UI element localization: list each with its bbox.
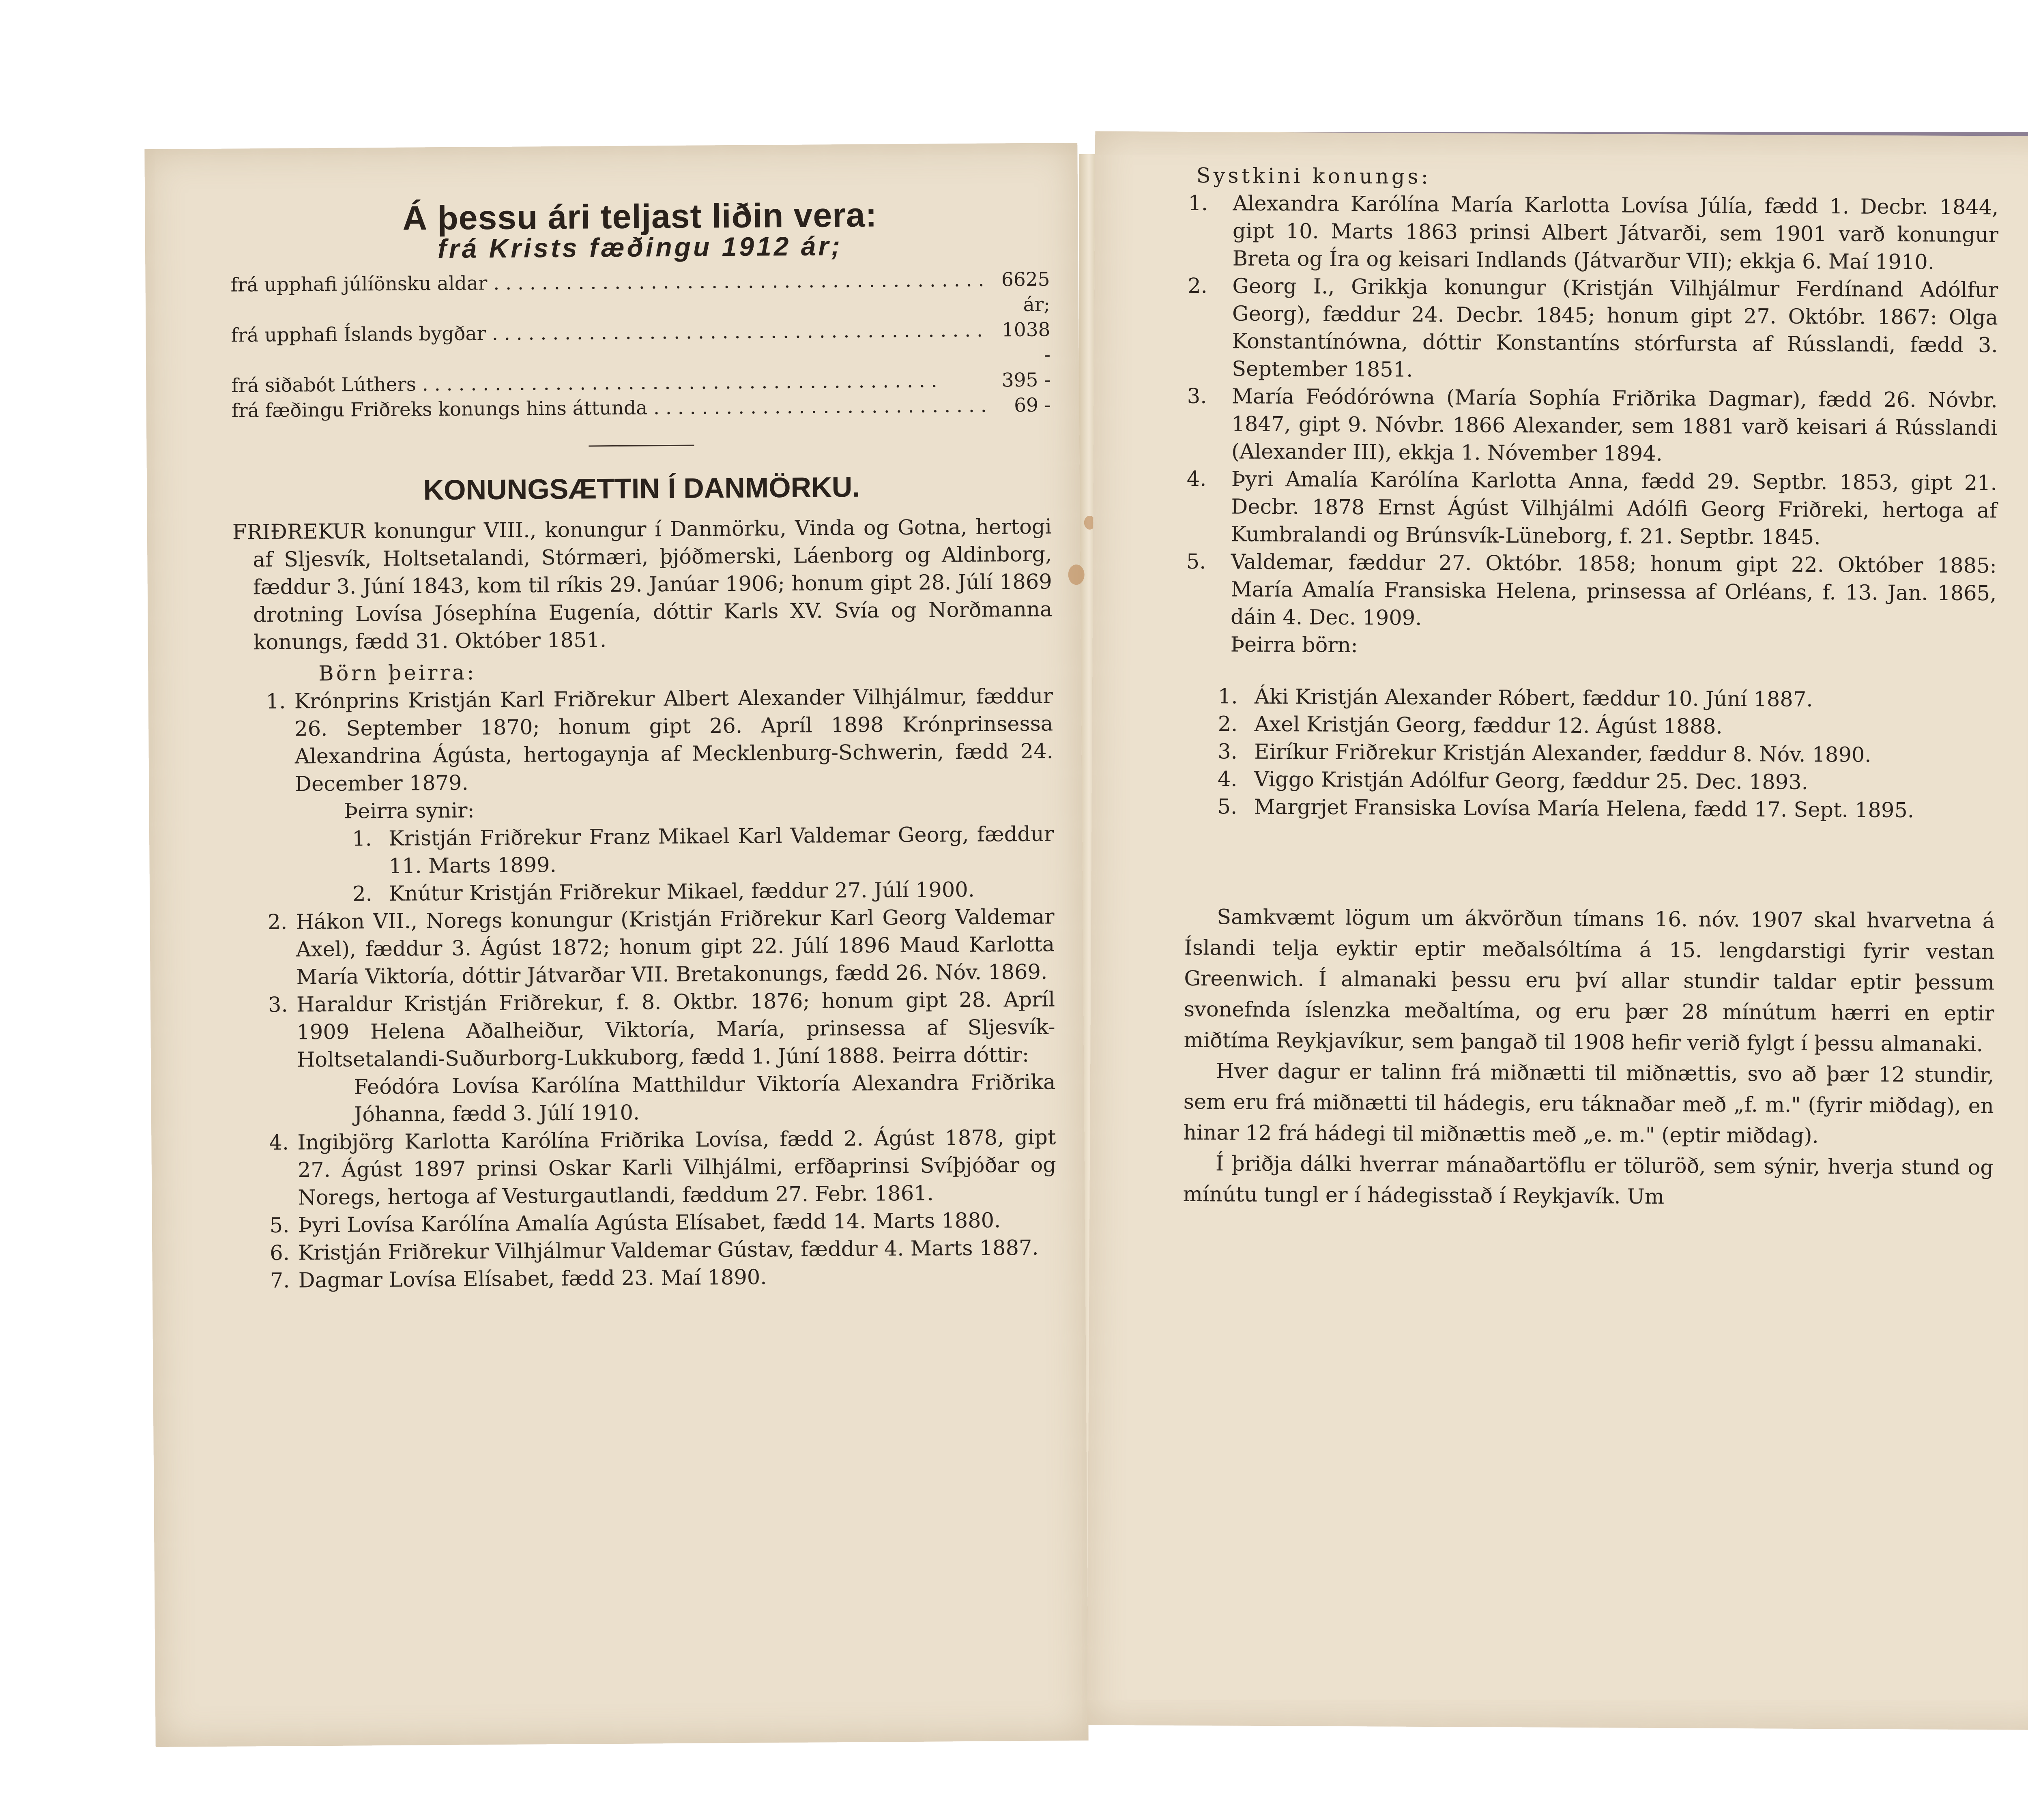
item-number: 5. [1186,549,1206,574]
item-number: 1. [1188,191,1208,216]
paragraph: Samkvæmt lögum um ákvörðun tímans 16. nóv. 1907 skal hvarvetna á Íslandi telja eyktir eptir meðalsóltíma á 15. lengdarstigi fyrir vestan Greenwich. Í almanaki þessu eru því allar stundir taldar eptir þessum svonefnda íslenzka meðaltíma, og eru þær 28 mínútum hærri en eptir miðtíma Reykjavíkur, sem þangað til 1908 hefir verið fylgt í þessu almanaki. [1184,905,1995,1057]
item-text: Knútur Kristján Friðrekur Mikael, fæddur 27. Júlí 1900. [389,878,975,906]
right-page [1087,131,2028,1730]
item-text: Alexandra Karólína María Karlotta Lovísa Júlía, fædd 1. Decbr. 1844, gipt 10. Marts 1863 prinsi Albert Játvarði, sem 1901 varð konungur Breta og Íra og keisari Indlands (Játvarður VII); ekkja 6. Maí 1910. [1232,191,1999,275]
item-number: 5. [269,1213,290,1238]
item-number: 3. [1187,384,1207,409]
list-item [1185,738,1996,770]
item-number: 7. [270,1268,290,1293]
item-text: Axel Kristján Georg, fæddur 12. Ágúst 1888. [1254,712,1723,739]
table-row [232,393,1051,423]
item-text: Þyri Lovísa Karólína Amalía Agústa Elísabet, fædd 14. Marts 1880. [298,1208,1001,1238]
row-value: 69 - [1014,394,1051,417]
row-label: frá upphafi Íslands bygðar . . . [231,318,990,373]
list-item [1186,466,1997,552]
siblings-heading: Systkini konungs: [1196,163,1431,189]
list-item [234,682,1054,798]
row-label: frá upphafi júlíönsku aldar . . . [230,268,989,323]
item-number: 5. [1217,795,1237,819]
left-page [144,143,1088,1747]
table-row [231,317,1051,373]
king-paragraph: FRIÐREKUR konungur VIII., konungur í Danmörku, Vinda og Gotna, hertogi af Sljesvík, Holtsetalandi, Stórmæri, þjóðmerski, Láenborg og Aldinborg, fæddur 3. Júní 1843, kom til ríkis 29. Janúar 1906; honum gipt 28. Júlí 1869 drotning Lovísa Jósephína Eugenía, dóttir Karls XV. Svía og Norðmanna konungs, fædd 31. Október 1851. [232,515,1053,655]
sons-heading: Þeirra synir: [344,798,475,824]
list-item [1185,793,1995,825]
item-number: 3. [268,993,288,1017]
row-label: frá fæðingu Friðreks konungs hins áttunda . . . [232,393,990,424]
row-value: 1038 - [1001,318,1051,366]
row-value: 395 - [1001,369,1051,392]
item-text: Þyri Amalía Karólína Karlotta Anna, fædd 29. Septbr. 1853, gipt 21. Decbr. 1878 Ernst Ágúst Vilhjálmi Adólfi Georg Friðreki, hertoga af Kumbralandi og Brúnsvík-Lüneborg, f. 21. Septbr. 1845. [1231,467,1997,550]
item-number: 1. [266,689,286,714]
list-item [236,986,1055,1074]
item-text: Valdemar, fæddur 27. Októbr. 1858; honum gipt 22. Október 1885: María Amalía Fransiska Helena, prinsessa af Orléans, f. 13. Jan. 1865, dáin 4. Dec. 1909. [1230,550,1997,630]
item-text: María Feódórówna (María Sophía Friðrika Dagmar), fædd 26. Nóvbr. 1847, gipt 9. Nóvbr. 1866 Alexander, sem 1881 varð keisari á Rússlandi (Alexander III), ekkja 1. Nóvember 1894. [1231,384,1998,466]
item-number: 2. [352,882,372,906]
page-subtitle: frá Krists fæðingu 1912 ár; [437,231,843,264]
list-item [1188,190,1998,277]
item-text: Eiríkur Friðrekur Kristján Alexander, fæddur 8. Nóv. 1890. [1254,740,1871,767]
item-number: 4. [269,1131,289,1155]
item-text: Viggo Kristján Adólfur Georg, fæddur 25. Dec. 1893. [1254,767,1809,794]
item-text: Krónprins Kristján Karl Friðrekur Albert Alexander Vilhjálmur, fæddur 26. September 1870; honum gipt 26. Apríl 1898 Krónprinsessa Alexandrina Ágústa, hertogaynja af Mecklenburg-Schwerin, fædd 24. December 1879. [294,684,1053,796]
children-heading: Börn þeirra: [318,661,477,686]
page-title: Á þessu ári teljast liðin vera: [402,195,877,237]
item-text: Hákon VII., Noregs konungur (Kristján Friðrekur Karl Georg Valdemar Axel), fæddur 3. Ágúst 1872; honum gipt 22. Júlí 1896 Maud Karlotta María Viktoría, dóttir Játvarðar VII. Bretakonungs, fædd 26. Nóv. 1869. [296,905,1055,989]
item-text: Dagmar Lovísa Elísabet, fædd 23. Maí 1890. [298,1265,767,1293]
item-number: 3. [1218,740,1238,764]
years-table [230,267,1051,424]
list-item [236,1124,1056,1212]
item-text: Kristján Friðrekur Vilhjálmur Valdemar Gústav, fæddur 4. Marts 1887. [298,1236,1039,1265]
row-label: frá siðabót Lúthers . . . [231,368,990,399]
list-item [234,820,1054,881]
list-item [1186,548,1997,635]
row-value: 6625 ár; [1001,268,1051,316]
their-children-heading: Þeirra börn: [1230,633,1358,658]
item-number: 1. [352,827,372,851]
item-text: Georg I., Grikkja konungur (Kristján Vilhjálmur Ferdínand Adólfur Georg), fæddur 24. Decbr. 1845; honum gipt 27. Októbr. 1867: Olga Konstantínówna, dóttir Konstantíns stórfursta af Rússlandi, fædd 3. September 1851. [1232,274,1998,382]
list-item [1185,766,1996,797]
list-item [238,1262,1057,1295]
item-text: Ingibjörg Karlotta Karólína Friðrika Lovísa, fædd 2. Ágúst 1878, gipt 27. Ágúst 1897 prinsi Oskar Karli Vilhjálmi, erfðaprinsi Svíþjóðar og Noregs, hertoga af Vesturgautlandi, fæddum 27. Febr. 1861. [297,1125,1057,1210]
table-row [230,267,1050,323]
paragraph: Hver dagur er talinn frá miðnætti til miðnættis, svo að þær 12 stundir, sem eru frá miðnætti til hádegis, eru táknaðar með „f. m." (fyrir miðdag), en hinar 12 frá hádegi til miðnættis með „e. m." (eptir miðdag). [1183,1059,1994,1148]
list-item [235,903,1055,992]
section-heading: KONUNGSÆTTIN Í DANMÖRKU. [423,471,860,506]
item-number: 2. [1188,274,1208,298]
item-number: 2. [267,910,288,935]
item-text: Margrjet Fransiska Lovísa María Helena, fædd 17. Sept. 1895. [1254,795,1914,823]
list-item [1187,383,1998,470]
list-item [1186,683,1996,715]
list-item [1185,710,1996,742]
item-number: 6. [270,1241,290,1265]
stain [1068,564,1084,585]
item-number: 2. [1218,712,1238,736]
item-text: Kristján Friðrekur Franz Mikael Karl Valdemar Georg, fæddur 11. Marts 1899. [388,822,1054,878]
list-item [1187,273,1998,387]
item-number: 4. [1186,467,1207,491]
item-number: 4. [1217,767,1237,792]
paragraph: Í þriðja dálki hverrar mánaðartöflu er töluröð, sem sýnir, hverja stund og mínútu tungl er í hádegisstað í Reykjavík. Um [1183,1152,1994,1209]
daughter-entry: Feódóra Lovísa Karólína Matthildur Viktoría Alexandra Friðrika Jóhanna, fædd 3. Júlí 1910. [354,1070,1056,1127]
item-number: 1. [1218,685,1238,709]
item-text: Áki Kristján Alexander Róbert, fæddur 10. Júní 1887. [1254,685,1813,712]
item-text: Haraldur Kristján Friðrekur, f. 8. Oktbr. 1876; honum gipt 28. Apríl 1909 Helena Aðalheiður, Viktoría, María, prinsessa af Sljesvík-Holtsetalandi-Suðurborg-Lukkuborg, fædd 1. Júní 1888. Þeirra dóttir: [296,987,1055,1072]
divider [589,445,694,447]
